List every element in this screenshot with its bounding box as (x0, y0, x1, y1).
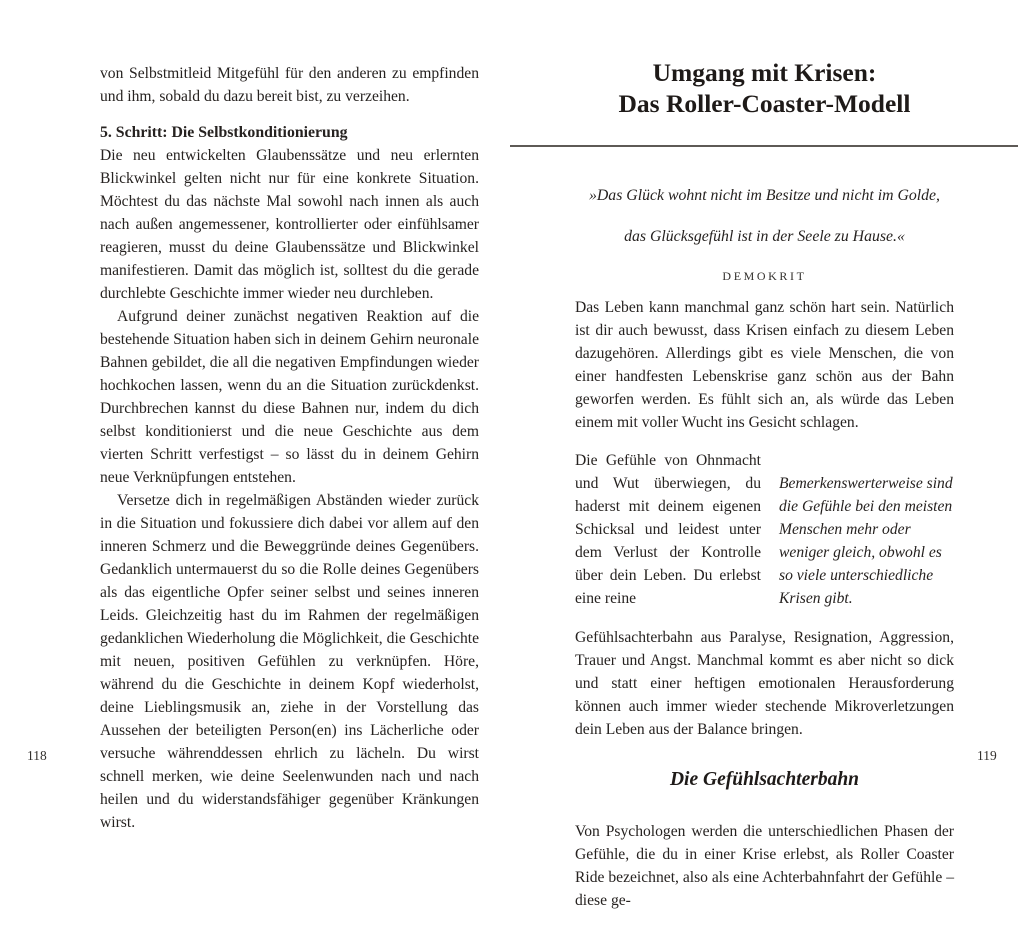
paragraph: Das Leben kann manchmal ganz schön hart sein. Natürlich ist dir auch bewusst, dass Krisen einfach zu diesem Leben dazugehören. Allerdings gibt es viele Menschen, die von einer handfesten Lebenskrise ganz schön aus der Bahn geworfen werden. Es fühlt sich an, als würde das Leben einem mit voller Wucht ins Gesicht schlagen. (575, 298, 954, 431)
paragraph: Aufgrund deiner zunächst negativen Reaktion auf die bestehende Situation haben sich in deinem Gehirn neuronale Bahnen gebildet, die all die negativen Empfindungen wieder hochkochen lassen, wenn du an die Situation zurückdenkst. Durchbrechen kannst du diese Bahnen nur, indem du dich selbst konditionierst und die neue Geschichte aus dem vierten Schritt verfestigst – so lässt du in deinem Gehirn neue Verknüpfungen entstehen. (100, 308, 479, 486)
pull-quote: Bemerkenswerterweise sind die Gefühle bei den meisten Menschen mehr oder weniger gleich, obwohl es so viele unterschiedliche Krisen gibt. (779, 475, 953, 608)
page-number-left: 118 (27, 748, 47, 763)
step-heading: 5. Schritt: Die Selbstkonditionierung (100, 124, 348, 141)
left-page (100, 62, 479, 834)
section-heading: Die Gefühlsachterbahn (669, 768, 860, 790)
chapter-title-line1: Umgang mit Krisen: (652, 58, 877, 87)
inset-row (575, 449, 954, 610)
epigraph-quote-line1: »Das Glück wohnt nicht im Besitze und nicht im Golde, (589, 186, 940, 204)
paragraph: Von Psychologen werden die unterschiedlichen Phasen der Gefühle, die du in einer Krise erlebst, als Roller Coaster Ride bezeichnet, also als eine Achterbahnfahrt der Gefühle – diese ge- (575, 822, 954, 909)
chapter-title-line2: Das Roller-Coaster-Modell (618, 89, 911, 118)
narrow-column-text: Die Gefühle von Ohnmacht und Wut überwiegen, du haderst mit deinem eigenen Schicksal und leidest unter dem Verlust der Kontrolle über dein Leben. Du erlebst eine reine (575, 452, 761, 608)
intro-paragraph: von Selbstmitleid Mitgefühl für den anderen zu empfinden und ihm, sobald du dazu bereit bist, zu verzeihen. (100, 65, 479, 105)
chapter-divider-rule (510, 145, 1018, 147)
epigraph-quote-line2: das Glücksgefühl ist in der Seele zu Hause.« (624, 227, 905, 245)
right-page-body (575, 280, 954, 927)
page-number-right: 119 (977, 748, 997, 763)
paragraph: Gefühlsachterbahn aus Paralyse, Resignation, Aggression, Trauer und Angst. Manchmal kommt es aber nicht so dick und statt einer heftigen emotionalen Herausforderung können auch immer wieder stechende Mikroverletzungen dein Leben aus der Balance bringen. (575, 628, 954, 738)
paragraph: Versetze dich in regelmäßigen Abständen wieder zurück in die Situation und fokussiere dich dabei vor allem auf den inneren Schmerz und die Beweggründe deines Gegenübers. Gedanklich untermauerst du so die Rolle deines Gegenübers als das eigentliche Opfer seiner selbst und seines inneren Leids. Gleichzeitig hast du im Rahmen der regelmäßigen gedanklichen Wiederholung die Möglichkeit, die Geschichte mit neuen, positiven Gefühlen zu verknüpfen. Höre, während du die Geschichte in deinem Kopf wiederholst, deine Lieblingsmusik an, ziehe in der Vorstellung das Aussehen der beteiligten Person(en) ins Lächerliche oder versuche währenddessen ehrlich zu lächeln. Du wirst schnell merken, wie deine Seelenwunden nach und nach heilen und du widerstandsfähiger gegenüber Kränkungen wirst. (100, 492, 479, 831)
chapter-title (575, 57, 954, 119)
paragraph: Die neu entwickelten Glaubenssätze und neu erlernten Blickwinkel gelten nicht nur für eine konkrete Situation. Möchtest du das nächste Mal sowohl nach innen als auch nach außen angemessener, kontrollierter oder einfühlsamer reagieren, musst du deine Glaubenssätze und Blickwinkel manifestieren. Damit das möglich ist, solltest du die gerade durchlebte Geschichte immer wieder neu durchleben. (100, 147, 479, 302)
epigraph-attribution: DEMOKRIT (722, 269, 807, 284)
